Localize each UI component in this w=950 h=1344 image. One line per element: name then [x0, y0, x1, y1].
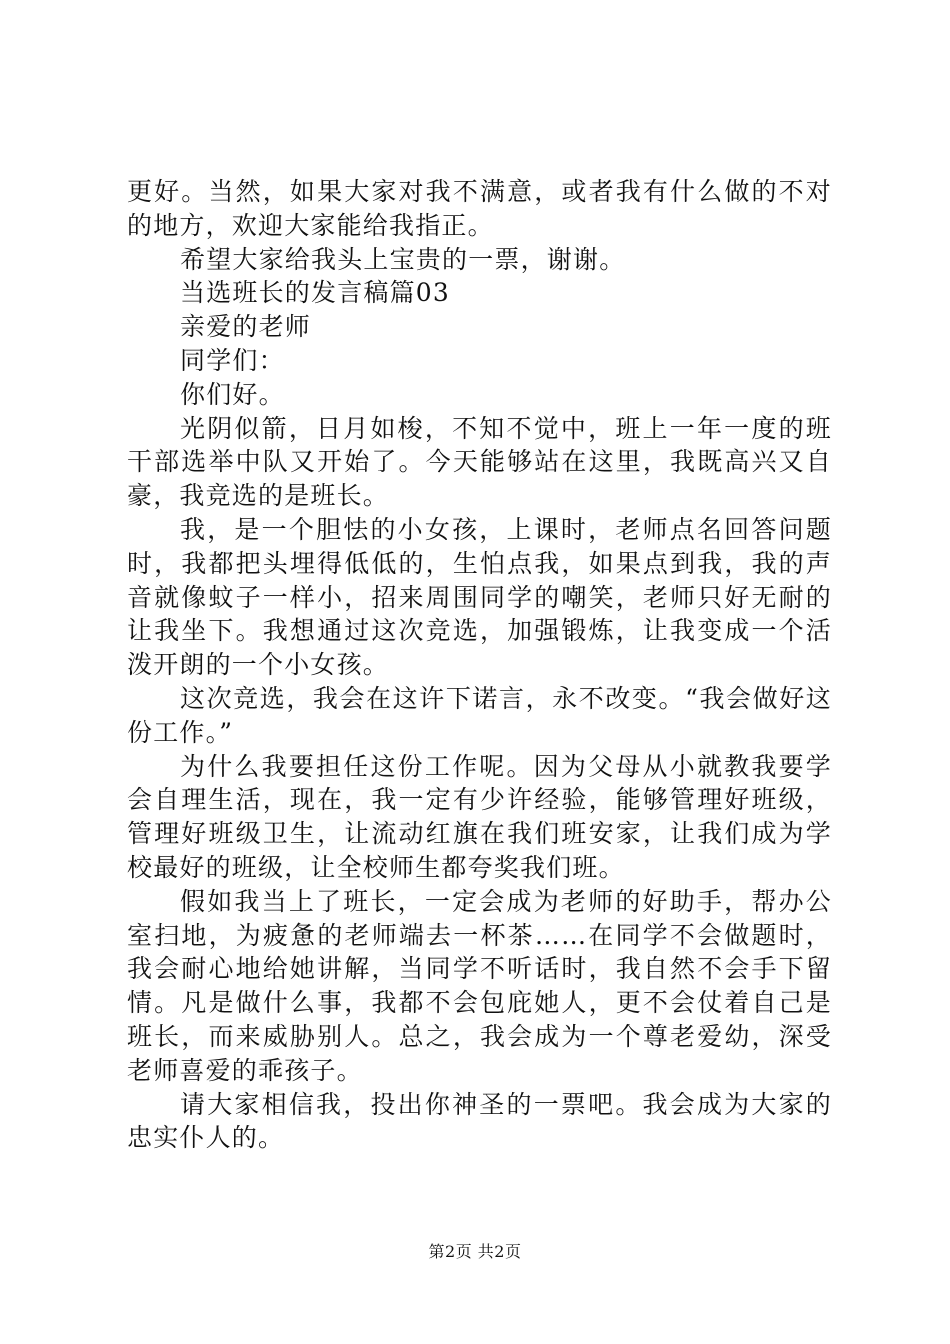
paragraph-12: 请大家相信我，投出你神圣的一票吧。我会成为大家的忠实仆人的。	[127, 1089, 832, 1153]
paragraph-7: 光阴似箭，日月如梭，不知不觉中，班上一年一度的班干部选举中队又开始了。今天能够站在这里，我既高兴又自豪，我竞选的是班长。	[127, 413, 832, 511]
paragraph-9: 这次竞选，我会在这许下诺言，永不改变。“我会做好这份工作。”	[127, 683, 832, 747]
greeting: 你们好。	[180, 379, 285, 409]
paragraph-1: 更好。当然，如果大家对我不满意，或者我有什么做的不对的地方，欢迎大家能给我指正。	[127, 177, 832, 240]
paragraph-2: 希望大家给我头上宝贵的一票，谢谢。	[180, 244, 626, 274]
salutation-classmates: 同学们：	[180, 345, 285, 375]
paragraph-11: 假如我当上了班长，一定会成为老师的好助手，帮办公室扫地，为疲惫的老师端去一杯茶……在同学不会做题时，我会耐心地给她讲解，当同学不听话时，我自然不会手下留情。凡是做什么事，我都不会包庇她人，更不会仗着自己是班长，而来威胁别人。总之，我会成为一个尊老爱幼，深受老师喜爱的乖孩子。	[127, 886, 832, 1085]
paragraph-10: 为什么我要担任这份工作呢。因为父母从小就教我要学会自理生活，现在，我一定有少许经验，能够管理好班级，管理好班级卫生，让流动红旗在我们班安家，让我们成为学校最好的班级，让全校师生都夸奖我们班。	[127, 751, 832, 882]
paragraph-8: 我，是一个胆怯的小女孩，上课时，老师点名回答问题时，我都把头埋得低低的，生怕点我，如果点到我，我的声音就像蚊子一样小，招来周围同学的嘲笑，老师只好无耐的让我坐下。我想通过这次竞选，加强锻炼，让我变成一个活泼开朗的一个小女孩。	[127, 514, 832, 680]
page-footer: 第2页 共2页	[428, 1242, 522, 1261]
section-heading: 当选班长的发言稿篇03	[180, 278, 451, 308]
salutation-teachers: 亲爱的老师	[180, 312, 312, 342]
document-body	[127, 175, 832, 1155]
